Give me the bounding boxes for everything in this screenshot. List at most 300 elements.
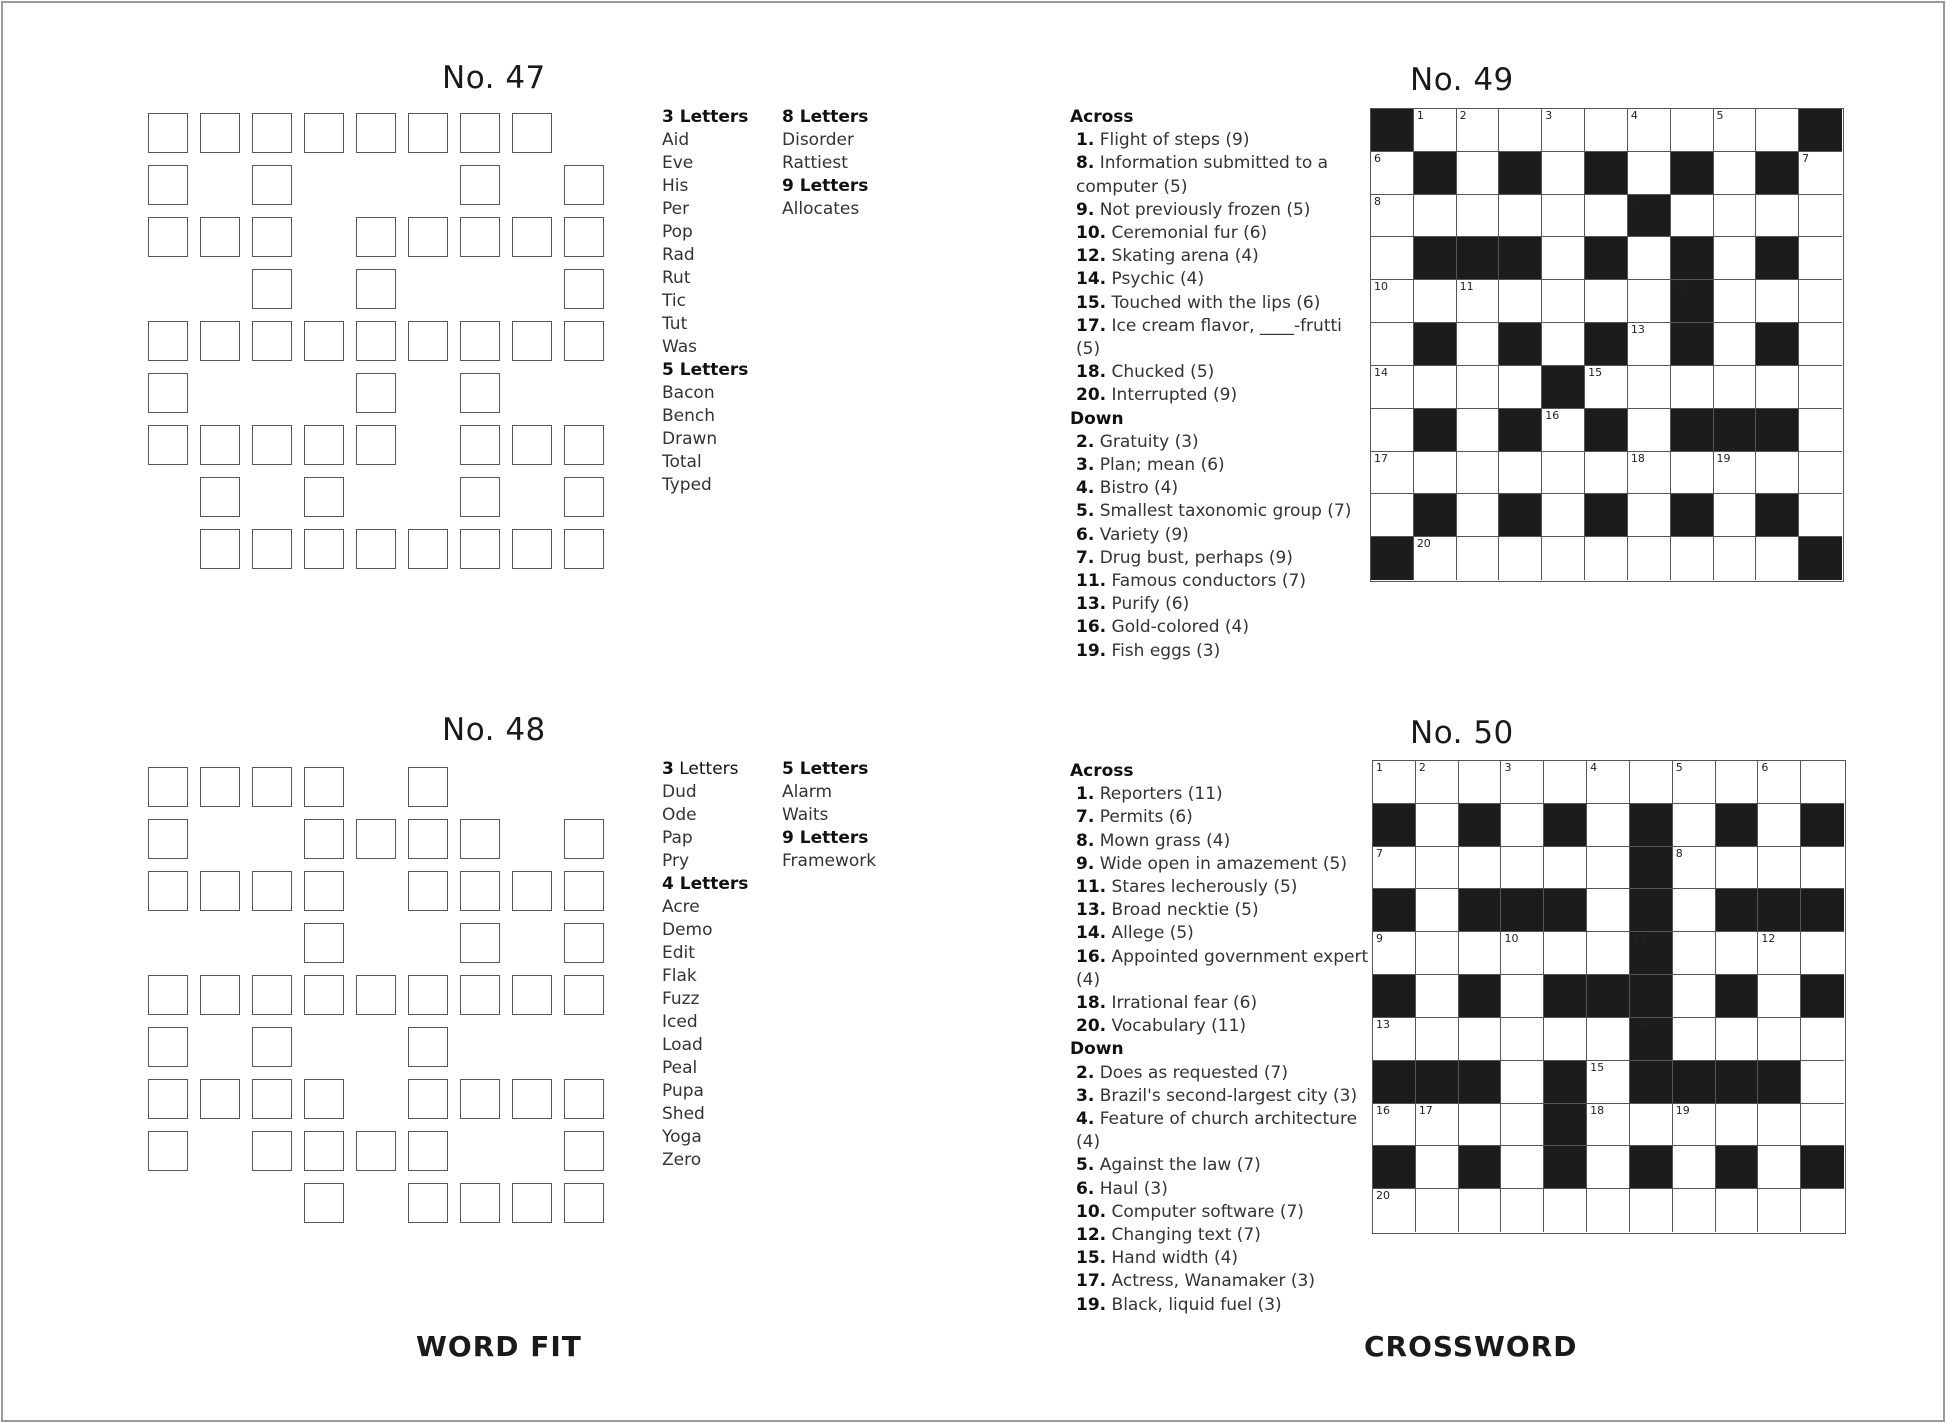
crossword-cell[interactable] bbox=[1542, 109, 1585, 152]
clue-number-label: 17 bbox=[1374, 451, 1388, 465]
wordfit-cell[interactable] bbox=[512, 871, 552, 911]
clue-number: 2. bbox=[1076, 1062, 1095, 1083]
crossword-cell[interactable] bbox=[1801, 1104, 1844, 1147]
wordfit-cell[interactable] bbox=[148, 819, 188, 859]
crossword-cell[interactable] bbox=[1756, 280, 1799, 323]
crossword-cell[interactable] bbox=[1416, 932, 1459, 975]
wordfit-cell[interactable] bbox=[356, 113, 396, 153]
crossword-cell[interactable] bbox=[1714, 195, 1757, 238]
clue-text: Interrupted (9) bbox=[1106, 385, 1238, 406]
wordfit-cell[interactable] bbox=[148, 1079, 188, 1119]
wordfit-cell[interactable] bbox=[148, 113, 188, 153]
crossword-cell[interactable] bbox=[1544, 1018, 1587, 1061]
wordfit-cell[interactable] bbox=[460, 529, 500, 569]
crossword-cell[interactable] bbox=[1414, 280, 1457, 323]
wordfit-cell[interactable] bbox=[304, 871, 344, 911]
crossword-cell[interactable] bbox=[1673, 1146, 1716, 1189]
crossword-cell[interactable] bbox=[1630, 1104, 1673, 1147]
crossword-cell[interactable] bbox=[1630, 761, 1673, 804]
crossword-cell[interactable] bbox=[1671, 109, 1714, 152]
wordfit-cell[interactable] bbox=[564, 529, 604, 569]
crossword-cell[interactable] bbox=[1542, 409, 1585, 452]
wordfit-cell[interactable] bbox=[460, 1183, 500, 1223]
crossword-cell[interactable] bbox=[1716, 847, 1759, 890]
crossword-black-square bbox=[1414, 409, 1457, 452]
wordfit-cell[interactable] bbox=[460, 1079, 500, 1119]
crossword-cell[interactable] bbox=[1499, 109, 1542, 152]
crossword-cell[interactable] bbox=[1587, 932, 1630, 975]
crossword-cell[interactable] bbox=[1758, 804, 1801, 847]
crossword-cell[interactable] bbox=[1758, 1104, 1801, 1147]
word-item: Rad bbox=[662, 245, 695, 265]
crossword-cell[interactable] bbox=[1587, 1146, 1630, 1189]
crossword-cell[interactable] bbox=[1630, 1189, 1673, 1232]
crossword-cell[interactable] bbox=[1501, 1189, 1544, 1232]
crossword-cell[interactable] bbox=[1499, 452, 1542, 495]
crossword-cell[interactable] bbox=[1457, 537, 1500, 580]
wordfit-cell[interactable] bbox=[200, 529, 240, 569]
crossword-cell[interactable] bbox=[1671, 195, 1714, 238]
crossword-cell[interactable] bbox=[1673, 847, 1716, 890]
wordfit-cell[interactable] bbox=[564, 425, 604, 465]
crossword-cell[interactable] bbox=[1673, 1104, 1716, 1147]
crossword-cell[interactable] bbox=[1501, 847, 1544, 890]
crossword-cell[interactable] bbox=[1801, 1018, 1844, 1061]
wordfit-cell[interactable] bbox=[356, 217, 396, 257]
wordfit-cell[interactable] bbox=[460, 321, 500, 361]
crossword-cell[interactable] bbox=[1756, 109, 1799, 152]
crossword-cell[interactable] bbox=[1416, 1189, 1459, 1232]
crossword-cell[interactable] bbox=[1714, 152, 1757, 195]
crossword-cell[interactable] bbox=[1416, 975, 1459, 1018]
crossword-cell[interactable] bbox=[1371, 366, 1414, 409]
wordfit-cell[interactable] bbox=[564, 975, 604, 1015]
wordfit-cell[interactable] bbox=[200, 871, 240, 911]
crossword-cell[interactable] bbox=[1371, 494, 1414, 537]
crossword-cell[interactable] bbox=[1673, 1189, 1716, 1232]
crossword-cell[interactable] bbox=[1673, 975, 1716, 1018]
wordfit-grid-48 bbox=[148, 767, 608, 1227]
crossword-cell[interactable] bbox=[1714, 537, 1757, 580]
wordfit-cell[interactable] bbox=[512, 321, 552, 361]
crossword-cell[interactable] bbox=[1628, 452, 1671, 495]
wordfit-cell[interactable] bbox=[304, 1183, 344, 1223]
crossword-cell[interactable] bbox=[1457, 409, 1500, 452]
crossword-cell[interactable] bbox=[1457, 494, 1500, 537]
crossword-cell[interactable] bbox=[1499, 195, 1542, 238]
wordfit-cell[interactable] bbox=[304, 529, 344, 569]
clue-text: Psychic (4) bbox=[1106, 269, 1205, 290]
section-label-crossword: CROSSWORD bbox=[1364, 1330, 1578, 1363]
wordfit-cell[interactable] bbox=[252, 767, 292, 807]
crossword-cell[interactable] bbox=[1457, 452, 1500, 495]
wordfit-cell[interactable] bbox=[460, 373, 500, 413]
wordfit-cell[interactable] bbox=[460, 871, 500, 911]
wordfit-cell[interactable] bbox=[564, 1183, 604, 1223]
wordlist-47-col1 bbox=[662, 106, 748, 497]
crossword-cell[interactable] bbox=[1714, 452, 1757, 495]
wordfit-cell[interactable] bbox=[564, 923, 604, 963]
crossword-cell[interactable] bbox=[1373, 1104, 1416, 1147]
crossword-cell[interactable] bbox=[1714, 366, 1757, 409]
wordfit-cell[interactable] bbox=[304, 425, 344, 465]
crossword-cell[interactable] bbox=[1542, 537, 1585, 580]
crossword-cell[interactable] bbox=[1716, 761, 1759, 804]
crossword-cell[interactable] bbox=[1758, 1146, 1801, 1189]
crossword-cell[interactable] bbox=[1758, 975, 1801, 1018]
wordfit-cell[interactable] bbox=[252, 871, 292, 911]
wordfit-cell[interactable] bbox=[304, 1131, 344, 1171]
crossword-cell[interactable] bbox=[1414, 452, 1457, 495]
crossword-cell[interactable] bbox=[1587, 847, 1630, 890]
wordfit-cell[interactable] bbox=[512, 113, 552, 153]
crossword-cell[interactable] bbox=[1587, 761, 1630, 804]
wordfit-cell[interactable] bbox=[252, 425, 292, 465]
crossword-cell[interactable] bbox=[1799, 452, 1842, 495]
crossword-cell[interactable] bbox=[1371, 237, 1414, 280]
wordfit-cell[interactable] bbox=[304, 975, 344, 1015]
crossword-cell[interactable] bbox=[1542, 323, 1585, 366]
crossword-cell[interactable] bbox=[1459, 932, 1502, 975]
crossword-cell[interactable] bbox=[1414, 195, 1457, 238]
wordfit-cell[interactable] bbox=[148, 321, 188, 361]
wordfit-cell[interactable] bbox=[304, 767, 344, 807]
crossword-cell[interactable] bbox=[1542, 452, 1585, 495]
wordfit-cell[interactable] bbox=[408, 819, 448, 859]
wordfit-cell[interactable] bbox=[460, 975, 500, 1015]
crossword-cell[interactable] bbox=[1373, 932, 1416, 975]
crossword-cell[interactable] bbox=[1758, 1189, 1801, 1232]
crossword-cell[interactable] bbox=[1801, 1061, 1844, 1104]
crossword-cell[interactable] bbox=[1799, 323, 1842, 366]
crossword-cell[interactable] bbox=[1371, 195, 1414, 238]
wordfit-cell[interactable] bbox=[252, 1027, 292, 1067]
crossword-cell[interactable] bbox=[1457, 366, 1500, 409]
wordfit-cell[interactable] bbox=[148, 425, 188, 465]
crossword-cell[interactable] bbox=[1671, 452, 1714, 495]
crossword-cell[interactable] bbox=[1716, 932, 1759, 975]
crossword-cell[interactable] bbox=[1799, 195, 1842, 238]
wordfit-cell[interactable] bbox=[460, 217, 500, 257]
crossword-cell[interactable] bbox=[1371, 323, 1414, 366]
wordfit-cell[interactable] bbox=[460, 425, 500, 465]
wordfit-cell[interactable] bbox=[460, 923, 500, 963]
wordfit-cell[interactable] bbox=[564, 321, 604, 361]
crossword-cell[interactable] bbox=[1414, 109, 1457, 152]
crossword-cell[interactable] bbox=[1499, 280, 1542, 323]
crossword-cell[interactable] bbox=[1756, 452, 1799, 495]
wordfit-cell[interactable] bbox=[408, 1079, 448, 1119]
wordfit-cell[interactable] bbox=[408, 217, 448, 257]
crossword-cell[interactable] bbox=[1671, 537, 1714, 580]
crossword-cell[interactable] bbox=[1416, 1104, 1459, 1147]
crossword-cell[interactable] bbox=[1799, 366, 1842, 409]
crossword-cell[interactable] bbox=[1542, 280, 1585, 323]
wordfit-cell[interactable] bbox=[304, 923, 344, 963]
crossword-cell[interactable] bbox=[1459, 1189, 1502, 1232]
wordfit-cell[interactable] bbox=[148, 1131, 188, 1171]
wordfit-cell[interactable] bbox=[408, 529, 448, 569]
word-item: Alarm bbox=[782, 782, 833, 802]
wordfit-cell[interactable] bbox=[356, 819, 396, 859]
crossword-cell[interactable] bbox=[1628, 323, 1671, 366]
wordfit-cell[interactable] bbox=[512, 975, 552, 1015]
wordfit-cell[interactable] bbox=[356, 425, 396, 465]
crossword-cell[interactable] bbox=[1799, 280, 1842, 323]
wordfit-cell[interactable] bbox=[408, 1027, 448, 1067]
wordfit-cell[interactable] bbox=[252, 217, 292, 257]
crossword-cell[interactable] bbox=[1373, 761, 1416, 804]
crossword-cell[interactable] bbox=[1544, 1189, 1587, 1232]
crossword-cell[interactable] bbox=[1544, 932, 1587, 975]
crossword-cell[interactable] bbox=[1585, 109, 1628, 152]
crossword-cell[interactable] bbox=[1457, 152, 1500, 195]
clue-number: 16. bbox=[1076, 946, 1107, 967]
crossword-cell[interactable] bbox=[1416, 761, 1459, 804]
crossword-cell[interactable] bbox=[1416, 1018, 1459, 1061]
crossword-cell[interactable] bbox=[1758, 1018, 1801, 1061]
crossword-cell[interactable] bbox=[1459, 847, 1502, 890]
wordfit-cell[interactable] bbox=[512, 529, 552, 569]
wordfit-cell[interactable] bbox=[200, 767, 240, 807]
crossword-cell[interactable] bbox=[1714, 237, 1757, 280]
wordfit-cell[interactable] bbox=[356, 373, 396, 413]
wordfit-cell[interactable] bbox=[252, 1079, 292, 1119]
crossword-cell[interactable] bbox=[1587, 1104, 1630, 1147]
wordfit-cell[interactable] bbox=[252, 113, 292, 153]
wordfit-cell[interactable] bbox=[252, 321, 292, 361]
crossword-cell[interactable] bbox=[1799, 409, 1842, 452]
crossword-cell[interactable] bbox=[1673, 804, 1716, 847]
wordfit-cell[interactable] bbox=[512, 1183, 552, 1223]
wordfit-cell[interactable] bbox=[408, 1183, 448, 1223]
clue-text: Hand width (4) bbox=[1106, 1248, 1239, 1269]
wordfit-cell[interactable] bbox=[304, 1079, 344, 1119]
crossword-cell[interactable] bbox=[1459, 1018, 1502, 1061]
word-item: Ode bbox=[662, 805, 697, 825]
wordfit-cell[interactable] bbox=[200, 425, 240, 465]
crossword-cell[interactable] bbox=[1756, 537, 1799, 580]
wordfit-cell[interactable] bbox=[304, 477, 344, 517]
wordfit-cell[interactable] bbox=[252, 529, 292, 569]
crossword-cell[interactable] bbox=[1714, 494, 1757, 537]
wordfit-cell[interactable] bbox=[148, 975, 188, 1015]
crossword-cell[interactable] bbox=[1587, 1018, 1630, 1061]
crossword-cell[interactable] bbox=[1585, 195, 1628, 238]
wordfit-cell[interactable] bbox=[460, 477, 500, 517]
crossword-black-square bbox=[1758, 889, 1801, 932]
wordfit-cell[interactable] bbox=[252, 975, 292, 1015]
word-item: Pupa bbox=[662, 1081, 704, 1101]
wordfit-cell[interactable] bbox=[512, 1079, 552, 1119]
wordfit-cell[interactable] bbox=[252, 1131, 292, 1171]
crossword-cell[interactable] bbox=[1587, 889, 1630, 932]
crossword-cell[interactable] bbox=[1714, 280, 1757, 323]
crossword-cell[interactable] bbox=[1585, 452, 1628, 495]
crossword-cell[interactable] bbox=[1544, 847, 1587, 890]
crossword-cell[interactable] bbox=[1416, 1146, 1459, 1189]
wordfit-cell[interactable] bbox=[148, 767, 188, 807]
wordfit-cell[interactable] bbox=[408, 767, 448, 807]
wordfit-cell[interactable] bbox=[408, 113, 448, 153]
crossword-cell[interactable] bbox=[1457, 280, 1500, 323]
wordfit-cell[interactable] bbox=[564, 871, 604, 911]
wordfit-cell[interactable] bbox=[148, 165, 188, 205]
crossword-cell[interactable] bbox=[1801, 932, 1844, 975]
crossword-cell[interactable] bbox=[1628, 409, 1671, 452]
crossword-cell[interactable] bbox=[1416, 847, 1459, 890]
crossword-cell[interactable] bbox=[1799, 237, 1842, 280]
crossword-cell[interactable] bbox=[1758, 847, 1801, 890]
wordfit-cell[interactable] bbox=[148, 1027, 188, 1067]
wordfit-cell[interactable] bbox=[408, 975, 448, 1015]
crossword-cell[interactable] bbox=[1628, 537, 1671, 580]
wordfit-cell[interactable] bbox=[148, 373, 188, 413]
wordfit-cell[interactable] bbox=[356, 269, 396, 309]
crossword-cell[interactable] bbox=[1416, 804, 1459, 847]
crossword-cell[interactable] bbox=[1673, 932, 1716, 975]
clue-number-label: 6 bbox=[1761, 761, 1769, 774]
crossword-cell[interactable] bbox=[1673, 889, 1716, 932]
crossword-cell[interactable] bbox=[1716, 1189, 1759, 1232]
crossword-cell[interactable] bbox=[1373, 1018, 1416, 1061]
crossword-cell[interactable] bbox=[1799, 494, 1842, 537]
wordfit-cell[interactable] bbox=[460, 113, 500, 153]
wordfit-cell[interactable] bbox=[408, 1131, 448, 1171]
crossword-cell[interactable] bbox=[1499, 537, 1542, 580]
crossword-cell[interactable] bbox=[1716, 1104, 1759, 1147]
crossword-cell[interactable] bbox=[1673, 1018, 1716, 1061]
crossword-cell[interactable] bbox=[1758, 761, 1801, 804]
wordfit-cell[interactable] bbox=[252, 165, 292, 205]
crossword-cell[interactable] bbox=[1628, 152, 1671, 195]
crossword-cell[interactable] bbox=[1585, 280, 1628, 323]
wordfit-cell[interactable] bbox=[512, 425, 552, 465]
wordfit-cell[interactable] bbox=[148, 871, 188, 911]
crossword-cell[interactable] bbox=[1459, 761, 1502, 804]
wordfit-cell[interactable] bbox=[200, 975, 240, 1015]
crossword-cell[interactable] bbox=[1459, 1104, 1502, 1147]
crossword-cell[interactable] bbox=[1457, 109, 1500, 152]
crossword-black-square bbox=[1373, 1061, 1416, 1104]
crossword-black-square bbox=[1544, 1061, 1587, 1104]
crossword-cell[interactable] bbox=[1542, 237, 1585, 280]
crossword-cell[interactable] bbox=[1801, 761, 1844, 804]
wordfit-cell[interactable] bbox=[304, 113, 344, 153]
clue-number: 7. bbox=[1076, 547, 1095, 568]
crossword-cell[interactable] bbox=[1673, 761, 1716, 804]
crossword-cell[interactable] bbox=[1371, 280, 1414, 323]
wordfit-cell[interactable] bbox=[408, 321, 448, 361]
wordfit-cell[interactable] bbox=[304, 819, 344, 859]
wordfit-cell[interactable] bbox=[564, 217, 604, 257]
crossword-cell[interactable] bbox=[1756, 195, 1799, 238]
crossword-cell[interactable] bbox=[1371, 152, 1414, 195]
word-length-heading: 9 Letters bbox=[782, 828, 869, 848]
crossword-cell[interactable] bbox=[1714, 109, 1757, 152]
wordfit-cell[interactable] bbox=[252, 269, 292, 309]
crossword-cell[interactable] bbox=[1457, 195, 1500, 238]
crossword-cell[interactable] bbox=[1501, 1061, 1544, 1104]
wordfit-cell[interactable] bbox=[356, 321, 396, 361]
crossword-cell[interactable] bbox=[1542, 195, 1585, 238]
crossword-cell[interactable] bbox=[1716, 1018, 1759, 1061]
crossword-cell[interactable] bbox=[1587, 804, 1630, 847]
wordfit-cell[interactable] bbox=[564, 819, 604, 859]
crossword-cell[interactable] bbox=[1542, 152, 1585, 195]
crossword-cell[interactable] bbox=[1756, 366, 1799, 409]
crossword-cell[interactable] bbox=[1585, 537, 1628, 580]
crossword-cell[interactable] bbox=[1371, 452, 1414, 495]
wordfit-cell[interactable] bbox=[356, 1131, 396, 1171]
wordfit-cell[interactable] bbox=[564, 1079, 604, 1119]
crossword-cell[interactable] bbox=[1414, 366, 1457, 409]
crossword-cell[interactable] bbox=[1628, 366, 1671, 409]
clue-number: 3. bbox=[1076, 1085, 1095, 1106]
clue-across bbox=[1070, 384, 1370, 407]
crossword-cell[interactable] bbox=[1628, 109, 1671, 152]
crossword-cell[interactable] bbox=[1799, 152, 1842, 195]
wordfit-cell[interactable] bbox=[200, 1079, 240, 1119]
crossword-cell[interactable] bbox=[1501, 975, 1544, 1018]
crossword-cell[interactable] bbox=[1501, 1146, 1544, 1189]
crossword-cell[interactable] bbox=[1628, 494, 1671, 537]
wordfit-cell[interactable] bbox=[148, 217, 188, 257]
wordfit-cell[interactable] bbox=[512, 217, 552, 257]
crossword-cell[interactable] bbox=[1501, 804, 1544, 847]
clue-across bbox=[1070, 222, 1370, 245]
crossword-cell[interactable] bbox=[1501, 932, 1544, 975]
crossword-cell[interactable] bbox=[1585, 366, 1628, 409]
wordfit-cell[interactable] bbox=[408, 871, 448, 911]
crossword-cell[interactable] bbox=[1414, 537, 1457, 580]
crossword-cell[interactable] bbox=[1416, 889, 1459, 932]
crossword-cell[interactable] bbox=[1544, 761, 1587, 804]
wordfit-cell[interactable] bbox=[564, 1131, 604, 1171]
crossword-cell[interactable] bbox=[1758, 932, 1801, 975]
crossword-cell[interactable] bbox=[1371, 409, 1414, 452]
wordfit-cell[interactable] bbox=[564, 269, 604, 309]
wordfit-cell[interactable] bbox=[460, 819, 500, 859]
wordfit-cell[interactable] bbox=[356, 529, 396, 569]
wordfit-cell[interactable] bbox=[200, 113, 240, 153]
crossword-cell[interactable] bbox=[1457, 323, 1500, 366]
crossword-cell[interactable] bbox=[1801, 847, 1844, 890]
crossword-cell[interactable] bbox=[1671, 366, 1714, 409]
crossword-cell[interactable] bbox=[1628, 237, 1671, 280]
crossword-cell[interactable] bbox=[1587, 1061, 1630, 1104]
wordfit-cell[interactable] bbox=[564, 165, 604, 205]
crossword-cell[interactable] bbox=[1587, 1189, 1630, 1232]
crossword-cell[interactable] bbox=[1501, 761, 1544, 804]
crossword-cell[interactable] bbox=[1373, 1189, 1416, 1232]
crossword-cell[interactable] bbox=[1501, 1104, 1544, 1147]
crossword-cell[interactable] bbox=[1801, 1189, 1844, 1232]
wordfit-cell[interactable] bbox=[304, 321, 344, 361]
wordfit-cell[interactable] bbox=[460, 165, 500, 205]
wordfit-cell[interactable] bbox=[200, 477, 240, 517]
crossword-cell[interactable] bbox=[1542, 494, 1585, 537]
wordfit-cell[interactable] bbox=[356, 975, 396, 1015]
wordfit-cell[interactable] bbox=[564, 477, 604, 517]
crossword-cell[interactable] bbox=[1499, 366, 1542, 409]
crossword-cell[interactable] bbox=[1373, 847, 1416, 890]
crossword-cell[interactable] bbox=[1714, 323, 1757, 366]
crossword-cell[interactable] bbox=[1628, 280, 1671, 323]
wordfit-cell[interactable] bbox=[200, 217, 240, 257]
crossword-cell[interactable] bbox=[1501, 1018, 1544, 1061]
wordfit-cell[interactable] bbox=[200, 321, 240, 361]
